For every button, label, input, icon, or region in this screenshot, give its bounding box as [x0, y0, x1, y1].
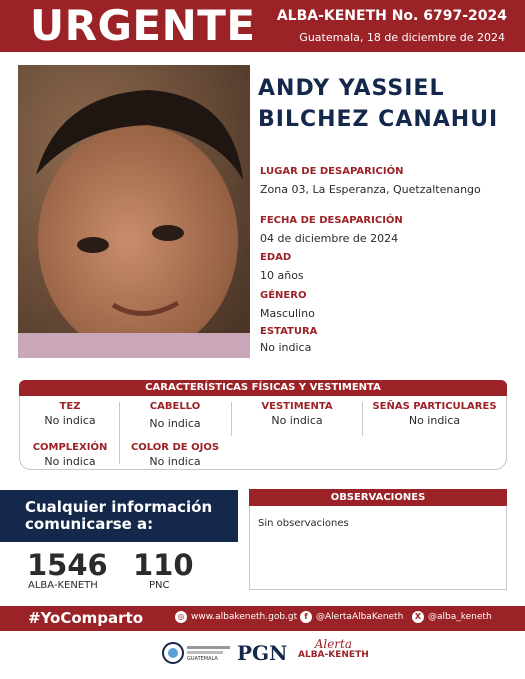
genero-label: GÉNERO: [260, 290, 307, 301]
hashtag: #YoComparto: [28, 609, 144, 627]
ojos-label: COLOR DE OJOS: [130, 442, 220, 453]
contact-line1: Cualquier información: [25, 498, 213, 516]
characteristics-header: [19, 380, 507, 396]
fecha-label: FECHA DE DESAPARICIÓN: [260, 215, 403, 226]
alert-number: ALBA-KENETH No. 6797-2024: [276, 8, 507, 24]
pgn-logo-text: PGN: [237, 641, 288, 665]
vestimenta-value: No indica: [271, 414, 323, 427]
lugar-value: Zona 03, La Esperanza, Quetzaltenango: [260, 183, 481, 196]
genero-value: Masculino: [260, 307, 315, 320]
header-banner: [0, 0, 525, 52]
tez-value: No indica: [44, 414, 96, 427]
phone-label-pnc: PNC: [149, 580, 170, 591]
person-name-line1: ANDY YASSIEL: [258, 76, 445, 101]
fecha-value: 04 de diciembre de 2024: [260, 232, 399, 245]
guatemala-logo-text: GUATEMALA: [187, 656, 218, 662]
alba-keneth-logo: [298, 638, 369, 661]
estatura-value: No indica: [260, 341, 312, 354]
footer-bar: [0, 606, 525, 631]
website-text: www.albakeneth.gob.gt: [191, 612, 298, 622]
person-name-line2: BILCHEZ CANAHUI: [258, 107, 499, 132]
observations-header: [249, 489, 507, 506]
contact-line2: comunicarse a:: [25, 515, 154, 533]
facebook-link[interactable]: [300, 611, 403, 623]
x-text: @alba_keneth: [428, 612, 492, 622]
contact-box: [0, 490, 238, 542]
vestimenta-label: VESTIMENTA: [261, 401, 333, 412]
phone-number-pnc[interactable]: 110: [133, 548, 194, 582]
estatura-label: ESTATURA: [260, 326, 318, 337]
edad-label: EDAD: [260, 252, 292, 263]
facebook-text: @AlertaAlbaKeneth: [316, 612, 404, 622]
person-name: [258, 73, 518, 135]
person-photo-image: [18, 65, 250, 358]
observations-text: Sin observaciones: [258, 518, 349, 529]
cabello-value: No indica: [149, 417, 201, 430]
observations-title: OBSERVACIONES: [330, 492, 426, 503]
website-link[interactable]: [175, 611, 297, 623]
ojos-value: No indica: [149, 455, 201, 468]
alba-logo-line1: Alerta: [314, 637, 353, 651]
x-icon: X: [412, 611, 424, 623]
contact-text: [25, 499, 212, 533]
tez-label: TEZ: [59, 401, 81, 412]
facebook-icon: f: [300, 611, 312, 623]
complexion-label: COMPLEXIÓN: [32, 442, 108, 453]
alert-date: Guatemala, 18 de diciembre de 2024: [299, 31, 505, 44]
guatemala-seal-icon: [162, 640, 232, 666]
characteristics-title: CARACTERÍSTICAS FÍSICAS Y VESTIMENTA: [145, 382, 381, 393]
urgent-title: URGENTE: [30, 1, 256, 50]
guatemala-logo: [162, 640, 232, 671]
complexion-value: No indica: [44, 455, 96, 468]
pgn-logo: [237, 640, 287, 666]
senas-value: No indica: [408, 414, 461, 427]
missing-person-photo: [18, 65, 250, 358]
x-link[interactable]: [412, 611, 492, 623]
phone-label-alba: ALBA-KENETH: [28, 580, 98, 591]
cabello-label: CABELLO: [149, 401, 201, 412]
lugar-label: LUGAR DE DESAPARICIÓN: [260, 166, 404, 177]
globe-icon: ◎: [175, 611, 187, 623]
senas-label: SEÑAS PARTICULARES: [372, 401, 497, 412]
phone-number-alba[interactable]: 1546: [27, 548, 108, 582]
edad-value: 10 años: [260, 269, 304, 282]
alba-logo-line2: ALBA-KENETH: [298, 650, 369, 660]
